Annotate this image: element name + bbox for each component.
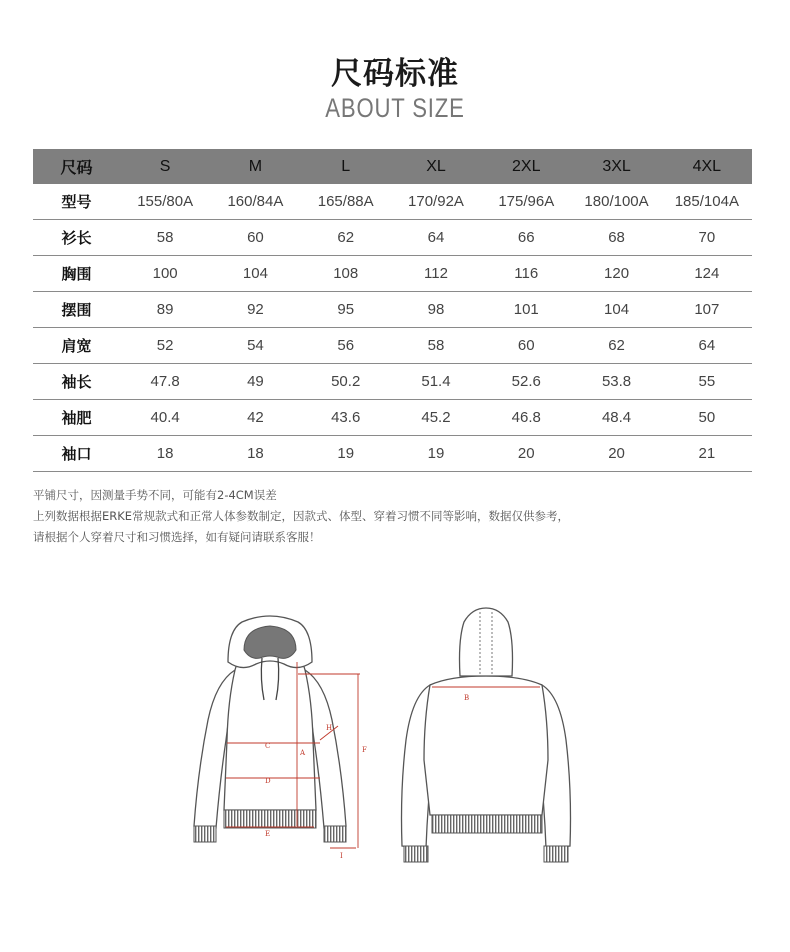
table-cell: 64: [662, 328, 752, 364]
table-cell: 20: [481, 436, 571, 472]
row-label: 肩宽: [33, 328, 120, 364]
table-header-cell: 4XL: [662, 149, 752, 184]
table-header-cell: L: [301, 149, 391, 184]
table-cell: 165/88A: [301, 184, 391, 220]
table-cell: 170/92A: [391, 184, 481, 220]
table-cell: 66: [481, 220, 571, 256]
table-header-label: 尺码: [33, 149, 120, 184]
table-header-cell: 2XL: [481, 149, 571, 184]
note-line: 平铺尺寸，因测量手势不同，可能有2-4CM误差: [33, 488, 277, 502]
table-row: [33, 436, 752, 472]
front-cuff-left: [194, 826, 216, 842]
table-cell: 40.4: [120, 400, 210, 436]
note-line: 上列数据根据ERKE常规款式和正常人体参数制定，因款式、体型、穿着习惯不同等影响，数据仅供参考，: [33, 509, 570, 523]
table-cell: 55: [662, 364, 752, 400]
table-row: [33, 364, 752, 400]
page-subtitle: ABOUT SIZE: [325, 93, 465, 123]
table-cell: 116: [481, 256, 571, 292]
label-h: H: [326, 724, 333, 732]
table-cell: 50.2: [301, 364, 391, 400]
table-cell: 51.4: [391, 364, 481, 400]
back-cuff-left: [404, 846, 428, 862]
table-cell: 64: [391, 220, 481, 256]
table-cell: 62: [571, 328, 661, 364]
row-label: 袖肥: [33, 400, 120, 436]
size-notes: [33, 485, 569, 548]
table-cell: 47.8: [120, 364, 210, 400]
table-cell: 180/100A: [571, 184, 661, 220]
table-cell: 50: [662, 400, 752, 436]
table-cell: 52: [120, 328, 210, 364]
table-row: [33, 220, 752, 256]
table-cell: 89: [120, 292, 210, 328]
row-label: 摆围: [33, 292, 120, 328]
table-cell: 19: [301, 436, 391, 472]
table-cell: 62: [301, 220, 391, 256]
table-row: [33, 256, 752, 292]
label-f: F: [362, 746, 367, 754]
table-header-cell: XL: [391, 149, 481, 184]
front-hem-rib: [224, 810, 316, 828]
table-cell: 52.6: [481, 364, 571, 400]
table-cell: 43.6: [301, 400, 391, 436]
label-a: A: [300, 749, 306, 757]
note-line: 请根据个人穿着尺寸和习惯选择，如有疑问请联系客服！: [33, 530, 321, 544]
table-cell: 70: [662, 220, 752, 256]
table-header-cell: M: [210, 149, 300, 184]
table-cell: 21: [662, 436, 752, 472]
table-cell: 101: [481, 292, 571, 328]
table-cell: 107: [662, 292, 752, 328]
back-hem-rib: [432, 815, 542, 833]
table-cell: 56: [301, 328, 391, 364]
table-row: [33, 400, 752, 436]
table-cell: 68: [571, 220, 661, 256]
table-cell: 46.8: [481, 400, 571, 436]
table-cell: 58: [120, 220, 210, 256]
row-label: 衫长: [33, 220, 120, 256]
table-cell: 60: [481, 328, 571, 364]
row-label: 袖长: [33, 364, 120, 400]
table-cell: 49: [210, 364, 300, 400]
table-cell: 175/96A: [481, 184, 571, 220]
table-cell: 185/104A: [662, 184, 752, 220]
table-cell: 45.2: [391, 400, 481, 436]
table-cell: 54: [210, 328, 300, 364]
table-cell: 104: [210, 256, 300, 292]
table-cell: 155/80A: [120, 184, 210, 220]
table-cell: 58: [391, 328, 481, 364]
size-table: [33, 149, 752, 472]
table-row: [33, 292, 752, 328]
label-d: D: [265, 777, 271, 785]
label-b: B: [464, 694, 470, 702]
page-title: 尺码标准: [331, 56, 459, 92]
table-cell: 19: [391, 436, 481, 472]
table-cell: 120: [571, 256, 661, 292]
table-row: [33, 184, 752, 220]
table-cell: 124: [662, 256, 752, 292]
table-cell: 18: [120, 436, 210, 472]
hoodie-back-outline: [402, 608, 571, 848]
table-cell: 98: [391, 292, 481, 328]
row-label: 胸围: [33, 256, 120, 292]
table-cell: 42: [210, 400, 300, 436]
table-cell: 112: [391, 256, 481, 292]
label-e: E: [265, 830, 271, 838]
row-label: 型号: [33, 184, 120, 220]
back-cuff-right: [544, 846, 568, 862]
table-header-cell: 3XL: [571, 149, 661, 184]
table-cell: 18: [210, 436, 300, 472]
table-cell: 20: [571, 436, 661, 472]
label-c: C: [265, 742, 271, 750]
table-cell: 60: [210, 220, 300, 256]
table-header-row: [33, 149, 752, 184]
hoodie-measurement-diagram: [180, 600, 600, 870]
table-cell: 95: [301, 292, 391, 328]
table-cell: 48.4: [571, 400, 661, 436]
front-cuff-right: [324, 826, 346, 842]
table-cell: 108: [301, 256, 391, 292]
table-row: [33, 328, 752, 364]
label-i: I: [340, 852, 343, 860]
table-cell: 104: [571, 292, 661, 328]
table-header-cell: S: [120, 149, 210, 184]
table-cell: 160/84A: [210, 184, 300, 220]
table-cell: 53.8: [571, 364, 661, 400]
row-label: 袖口: [33, 436, 120, 472]
table-cell: 92: [210, 292, 300, 328]
table-cell: 100: [120, 256, 210, 292]
